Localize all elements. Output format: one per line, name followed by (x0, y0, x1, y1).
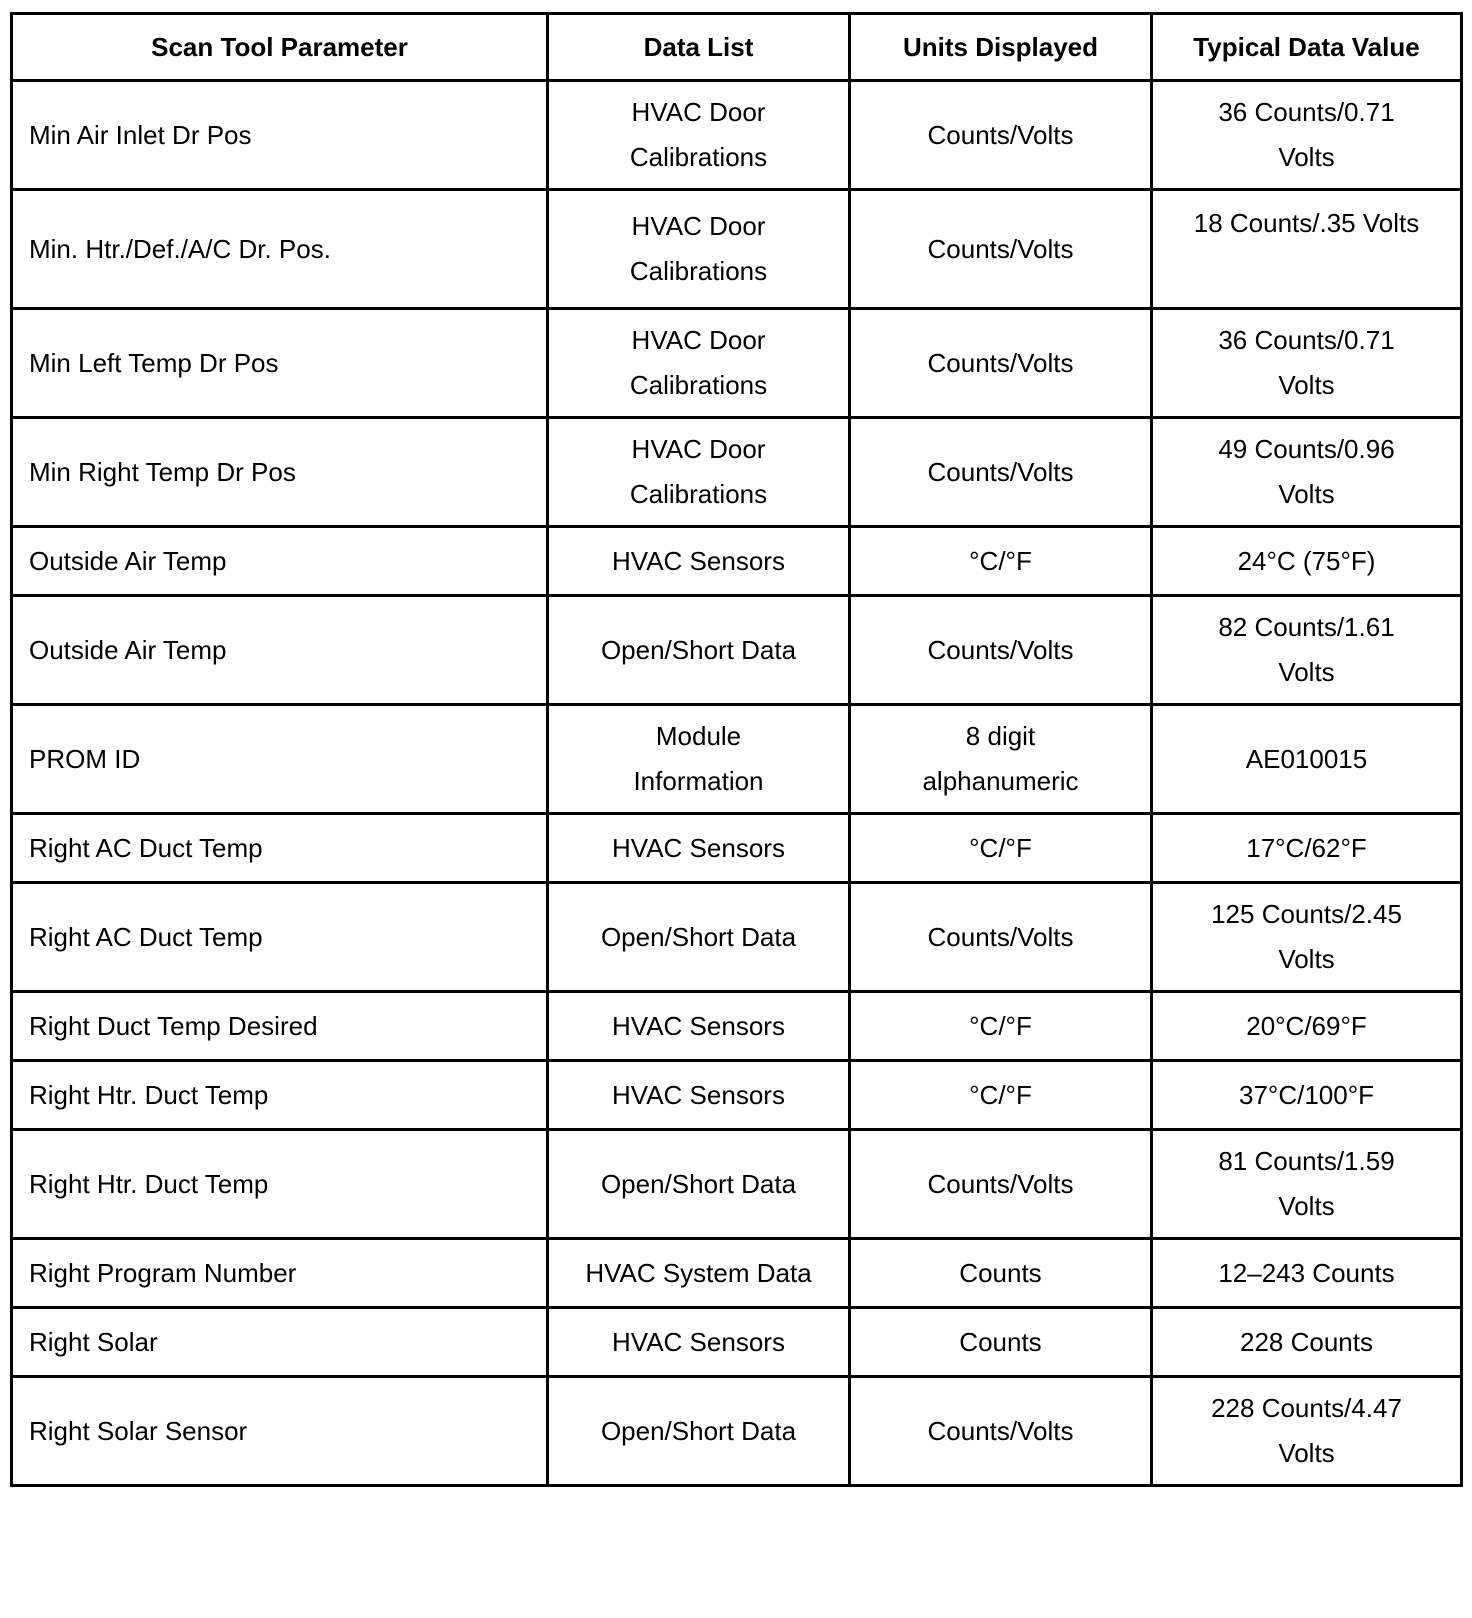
cell-units-displayed (850, 1377, 1152, 1486)
cell-data-list-line: Open/Short Data (600, 634, 797, 665)
cell-typical-data-value (1152, 418, 1462, 527)
cell-scan-tool-parameter: Right Program Number (12, 1239, 548, 1308)
cell-data-list-line: HVAC Sensors (612, 1326, 785, 1357)
cell-scan-tool-parameter: Right Solar (12, 1308, 548, 1377)
cell-units-displayed-line: Counts/Volts (927, 233, 1074, 264)
cell-data-list-line: Open/Short Data (600, 921, 797, 952)
cell-data-list-line: Information (633, 766, 764, 796)
cell-typical-data-value-line: Volts (1278, 944, 1335, 974)
cell-data-list-line: HVAC Door (631, 325, 766, 355)
cell-scan-tool-parameter: Min. Htr./Def./A/C Dr. Pos. (12, 190, 548, 309)
header-scan-tool-parameter: Scan Tool Parameter (12, 14, 548, 81)
cell-scan-tool-parameter: Outside Air Temp (12, 596, 548, 705)
cell-typical-data-value (1152, 1130, 1462, 1239)
cell-scan-tool-parameter: Right AC Duct Temp (12, 883, 548, 992)
cell-data-list-line: Open/Short Data (600, 1168, 797, 1199)
cell-typical-data-value (1152, 1308, 1462, 1377)
cell-typical-data-value (1152, 705, 1462, 814)
cell-units-displayed (850, 814, 1152, 883)
cell-typical-data-value (1152, 309, 1462, 418)
header-typical-data-value: Typical Data Value (1152, 14, 1462, 81)
cell-units-displayed-line: Counts/Volts (927, 1168, 1074, 1199)
cell-scan-tool-parameter: Min Left Temp Dr Pos (12, 309, 548, 418)
cell-typical-data-value (1152, 1061, 1462, 1130)
header-row (12, 14, 1462, 81)
cell-typical-data-value-line: 20°C/69°F (1246, 1010, 1367, 1041)
table-row (12, 1377, 1462, 1486)
cell-data-list-line: Open/Short Data (600, 1415, 797, 1446)
cell-typical-data-value-line: 49 Counts/0.96 (1218, 434, 1395, 464)
table-row (12, 992, 1462, 1061)
cell-units-displayed (850, 190, 1152, 309)
cell-data-list-line: HVAC Door (631, 97, 766, 127)
table-row (12, 596, 1462, 705)
cell-units-displayed (850, 1239, 1152, 1308)
table-row (12, 883, 1462, 992)
cell-scan-tool-parameter: Min Air Inlet Dr Pos (12, 81, 548, 190)
cell-scan-tool-parameter: Outside Air Temp (12, 527, 548, 596)
table-row (12, 705, 1462, 814)
cell-typical-data-value (1152, 1239, 1462, 1308)
cell-typical-data-value (1152, 190, 1462, 309)
cell-units-displayed-line: °C/°F (969, 545, 1032, 576)
cell-units-displayed-line: Counts/Volts (927, 634, 1074, 665)
table-row (12, 1130, 1462, 1239)
cell-typical-data-value (1152, 527, 1462, 596)
cell-data-list (548, 596, 850, 705)
cell-units-displayed (850, 596, 1152, 705)
table-row (12, 814, 1462, 883)
cell-scan-tool-parameter: Right Htr. Duct Temp (12, 1061, 548, 1130)
cell-typical-data-value-line: 36 Counts/0.71 (1218, 97, 1395, 127)
cell-data-list (548, 1308, 850, 1377)
cell-units-displayed-line: Counts/Volts (927, 456, 1074, 487)
cell-units-displayed-line: °C/°F (969, 1079, 1032, 1110)
cell-typical-data-value-line: 24°C (75°F) (1237, 545, 1376, 576)
cell-units-displayed (850, 992, 1152, 1061)
cell-units-displayed-line: °C/°F (969, 1010, 1032, 1041)
cell-data-list-line: HVAC Door (631, 434, 766, 464)
cell-data-list-line: Calibrations (629, 142, 768, 172)
cell-data-list (548, 527, 850, 596)
cell-units-displayed (850, 81, 1152, 190)
cell-typical-data-value (1152, 883, 1462, 992)
cell-typical-data-value (1152, 992, 1462, 1061)
cell-typical-data-value-line: Volts (1278, 479, 1335, 509)
cell-data-list (548, 190, 850, 309)
table-row (12, 1308, 1462, 1377)
cell-typical-data-value-line: Volts (1278, 142, 1335, 172)
cell-scan-tool-parameter: Min Right Temp Dr Pos (12, 418, 548, 527)
header-units-displayed: Units Displayed (850, 14, 1152, 81)
cell-data-list (548, 814, 850, 883)
cell-units-displayed-line: °C/°F (969, 832, 1032, 863)
cell-typical-data-value-line: 36 Counts/0.71 (1218, 325, 1395, 355)
cell-data-list (548, 1239, 850, 1308)
cell-data-list (548, 992, 850, 1061)
table-row (12, 81, 1462, 190)
cell-data-list-line: HVAC Sensors (612, 1010, 785, 1041)
header-data-list: Data List (548, 14, 850, 81)
cell-typical-data-value-line: 125 Counts/2.45 (1211, 899, 1402, 929)
cell-scan-tool-parameter: Right Duct Temp Desired (12, 992, 548, 1061)
cell-typical-data-value-line: 12–243 Counts (1218, 1257, 1395, 1288)
cell-scan-tool-parameter: Right AC Duct Temp (12, 814, 548, 883)
cell-data-list (548, 883, 850, 992)
cell-scan-tool-parameter: PROM ID (12, 705, 548, 814)
cell-typical-data-value-line: 37°C/100°F (1239, 1079, 1374, 1110)
cell-data-list-line: Module (655, 721, 742, 751)
cell-units-displayed-line: Counts/Volts (927, 119, 1074, 150)
table-row (12, 1061, 1462, 1130)
cell-data-list-line: Calibrations (629, 370, 768, 400)
cell-typical-data-value-line: 228 Counts/4.47 (1211, 1393, 1402, 1423)
scan-tool-data-table (10, 12, 1463, 1487)
cell-typical-data-value-line: 17°C/62°F (1246, 832, 1367, 863)
cell-units-displayed (850, 309, 1152, 418)
cell-typical-data-value (1152, 1377, 1462, 1486)
cell-units-displayed (850, 705, 1152, 814)
cell-data-list-line: HVAC Sensors (612, 1079, 785, 1110)
table-row (12, 309, 1462, 418)
cell-units-displayed (850, 1130, 1152, 1239)
cell-typical-data-value-line: 81 Counts/1.59 (1218, 1146, 1395, 1176)
cell-data-list (548, 1377, 850, 1486)
cell-units-displayed-line: 8 digit (965, 721, 1036, 751)
cell-scan-tool-parameter: Right Htr. Duct Temp (12, 1130, 548, 1239)
table-row (12, 527, 1462, 596)
cell-units-displayed (850, 1308, 1152, 1377)
cell-data-list (548, 309, 850, 418)
cell-typical-data-value-line: Volts (1278, 1191, 1335, 1221)
table-row (12, 190, 1462, 309)
cell-units-displayed (850, 883, 1152, 992)
cell-data-list (548, 1061, 850, 1130)
table-row (12, 1239, 1462, 1308)
cell-units-displayed (850, 418, 1152, 527)
cell-typical-data-value (1152, 814, 1462, 883)
cell-data-list-line: HVAC Sensors (612, 832, 785, 863)
cell-typical-data-value-line: 18 Counts/.35 Volts (1193, 208, 1420, 238)
cell-units-displayed-line: Counts/Volts (927, 921, 1074, 952)
cell-units-displayed-line: Counts (959, 1257, 1042, 1288)
cell-units-displayed-line: alphanumeric (922, 766, 1079, 796)
cell-typical-data-value-line: Volts (1278, 1438, 1335, 1468)
table-row (12, 418, 1462, 527)
cell-typical-data-value-line: 228 Counts (1240, 1326, 1373, 1357)
cell-data-list-line: HVAC Sensors (612, 545, 785, 576)
cell-data-list (548, 418, 850, 527)
cell-typical-data-value-line: 82 Counts/1.61 (1218, 612, 1395, 642)
cell-typical-data-value-line: AE010015 (1245, 743, 1368, 774)
cell-units-displayed (850, 527, 1152, 596)
cell-units-displayed (850, 1061, 1152, 1130)
cell-typical-data-value (1152, 81, 1462, 190)
cell-data-list-line: HVAC System Data (585, 1257, 812, 1288)
cell-units-displayed-line: Counts/Volts (927, 347, 1074, 378)
cell-units-displayed-line: Counts/Volts (927, 1415, 1074, 1446)
cell-data-list-line: HVAC Door (631, 211, 766, 241)
cell-typical-data-value (1152, 596, 1462, 705)
cell-typical-data-value-line: Volts (1278, 370, 1335, 400)
cell-data-list (548, 1130, 850, 1239)
cell-typical-data-value-line: Volts (1278, 657, 1335, 687)
cell-data-list (548, 705, 850, 814)
cell-data-list (548, 81, 850, 190)
cell-scan-tool-parameter: Right Solar Sensor (12, 1377, 548, 1486)
cell-data-list-line: Calibrations (629, 479, 768, 509)
cell-units-displayed-line: Counts (959, 1326, 1042, 1357)
cell-data-list-line: Calibrations (629, 256, 768, 286)
